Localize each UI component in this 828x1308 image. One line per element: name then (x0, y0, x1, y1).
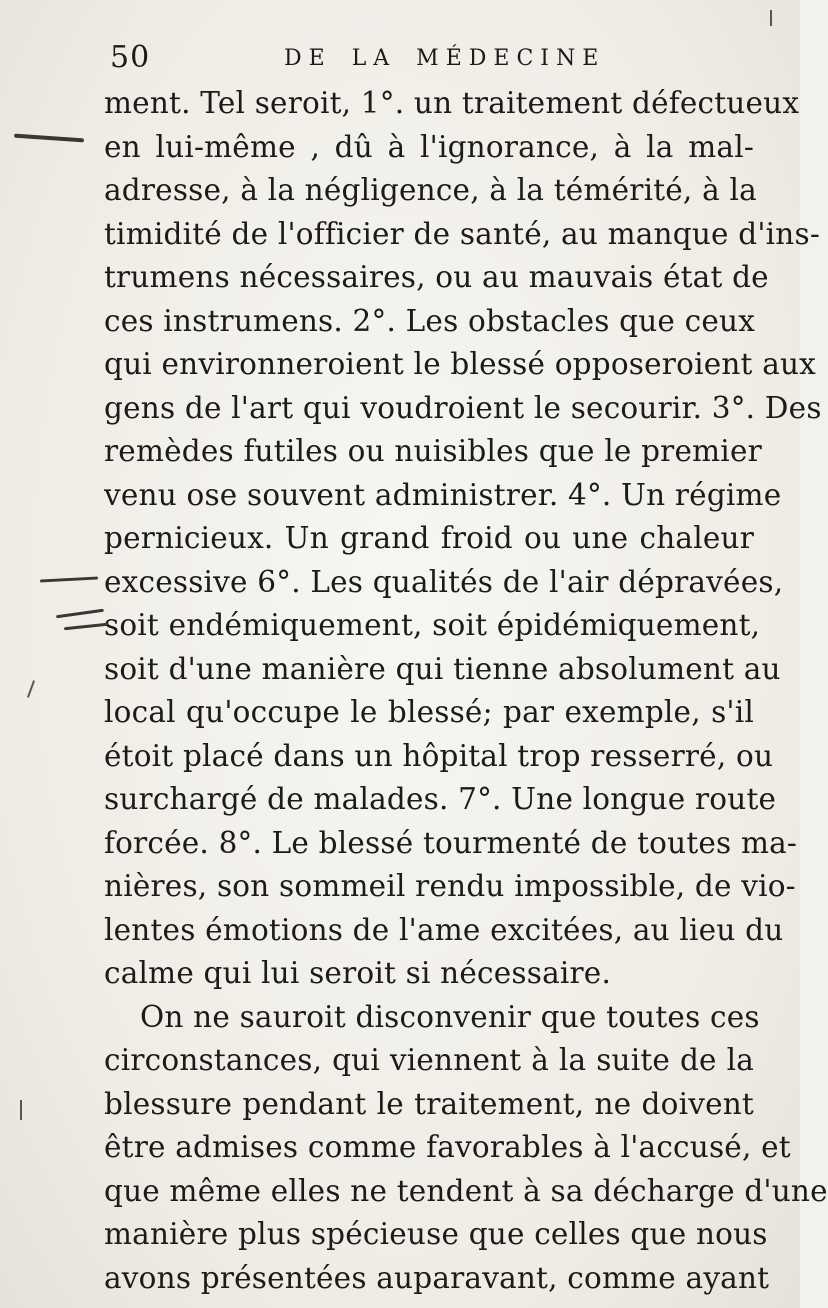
margin-pen-mark (56, 609, 104, 619)
text-line: qui environneroient le blessé opposeroient aux (104, 347, 817, 381)
text-line: local qu'occupe le blessé; par exemple, s'il (104, 695, 754, 729)
text-line: ment. Tel seroit, 1°. un traitement défectueux (104, 86, 800, 120)
margin-pen-mark (40, 576, 98, 582)
text-line: gens de l'art qui voudroient le secourir. 3°. Des (104, 390, 822, 425)
page-number: 50 (110, 40, 151, 75)
text-line: trumens nécessaires, ou au mauvais état de (104, 260, 769, 294)
text-line: soit endémiquement, soit épidémiquement, (104, 608, 761, 642)
text-line: manière plus spécieuse que celles que nous (104, 1217, 768, 1251)
text-line: excessive 6°. Les qualités de l'air dépravées, (104, 564, 784, 599)
text-line: forcée. 8°. Le blessé tourmenté de toutes ma- (104, 825, 798, 860)
text-line: adresse, à la négligence, à la témérité, à la (104, 173, 757, 207)
text-line: en lui-même , dû à l'ignorance, à la mal- (104, 129, 754, 164)
text-line: ces instrumens. 2°. Les obstacles que ceux (104, 303, 756, 338)
margin-pen-mark (64, 623, 108, 631)
page-header (104, 40, 764, 80)
running-title: DE LA MÉDECINE (284, 46, 606, 71)
text-line: avons présentées auparavant, comme ayant (104, 1260, 770, 1295)
text-line: être admises comme favorables à l'accusé, et (104, 1130, 791, 1164)
text-line: timidité de l'officier de santé, au manque d'ins- (104, 216, 820, 251)
text-line: venu ose souvent administrer. 4°. Un régime (104, 477, 782, 512)
body-text (104, 82, 828, 1300)
paragraph-end-line: calme qui lui seroit si nécessaire. (104, 956, 612, 990)
text-line: blessure pendant le traitement, ne doivent (104, 1086, 754, 1121)
text-line: remèdes futiles ou nuisibles que le premier (104, 434, 762, 468)
margin-tick-mark (27, 680, 35, 698)
paragraph-start-line: On ne sauroit disconvenir que toutes ces (140, 999, 760, 1034)
text-line: nières, son sommeil rendu impossible, de vio- (104, 869, 796, 903)
margin-tick-mark (20, 1100, 22, 1120)
text-line: que même elles ne tendent à sa décharge d'une (104, 1173, 828, 1208)
text-line: surchargé de malades. 7°. Une longue route (104, 782, 777, 816)
text-line: pernicieux. Un grand froid ou une chaleur (104, 521, 754, 555)
margin-pen-mark (14, 134, 84, 143)
text-line: circonstances, qui viennent à la suite de la (104, 1043, 754, 1077)
text-line: soit d'une manière qui tienne absolument au (104, 651, 781, 686)
margin-tick-mark (770, 10, 772, 26)
text-line: étoit placé dans un hôpital trop resserré, ou (104, 738, 774, 773)
text-line: lentes émotions de l'ame excitées, au lieu du (104, 912, 784, 947)
